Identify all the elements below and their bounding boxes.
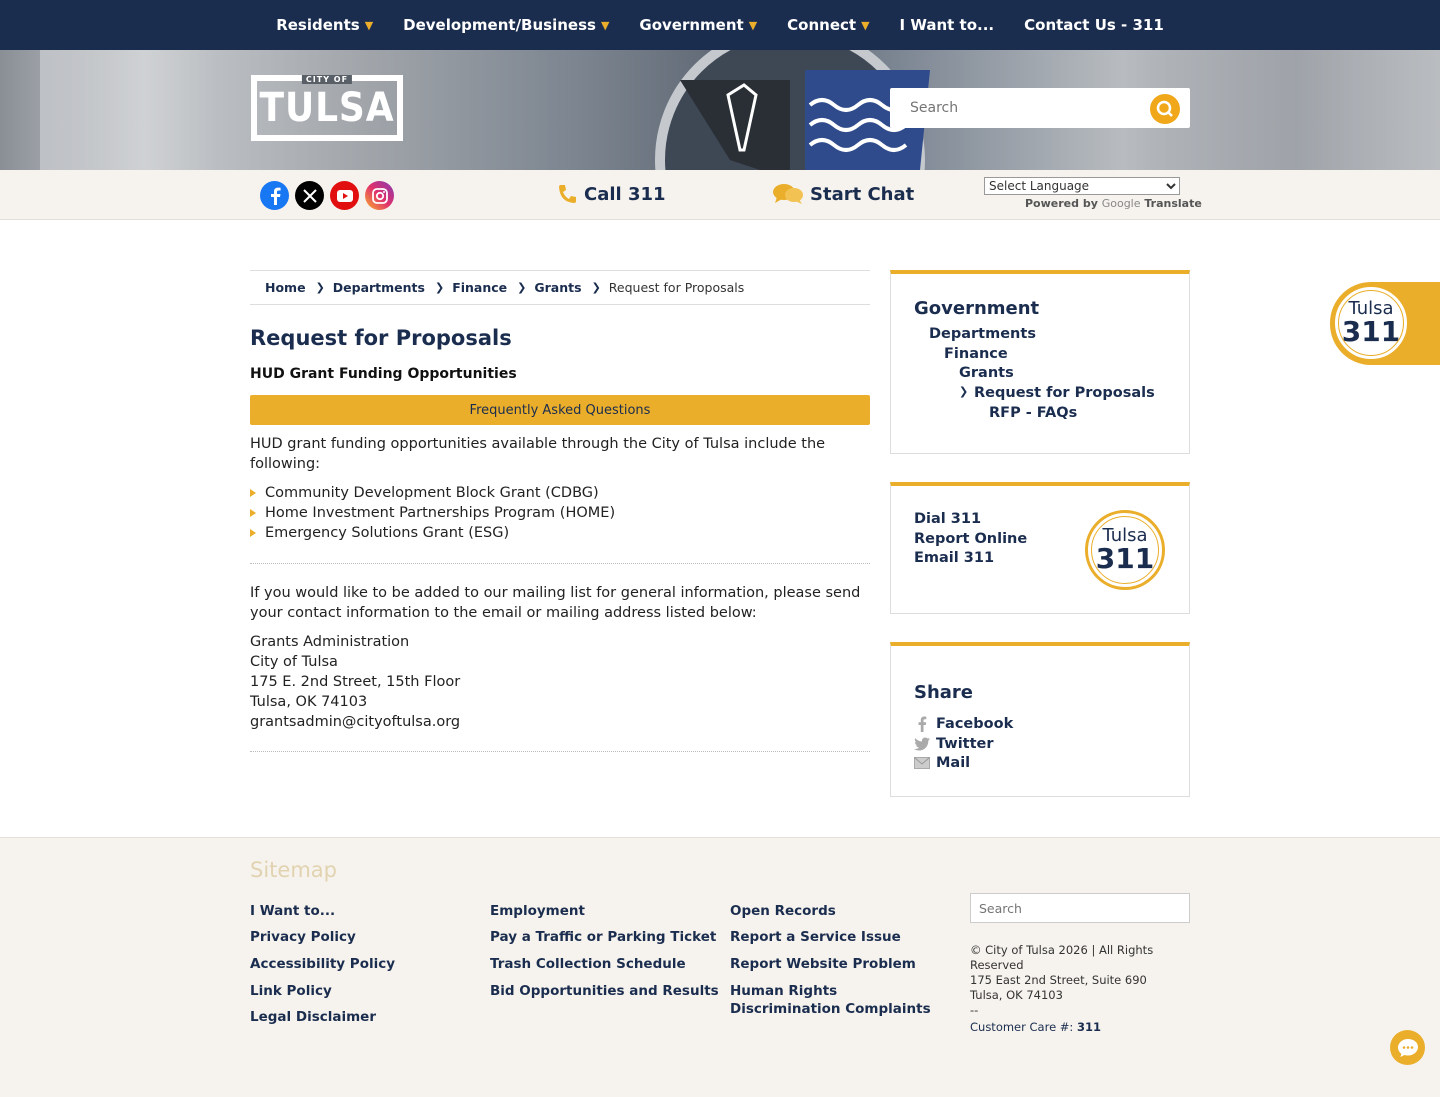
instagram-icon[interactable]: [365, 181, 394, 210]
google-logo: Google: [1101, 197, 1141, 210]
floating-311-tab[interactable]: [1330, 282, 1440, 365]
sitemap-title: Sitemap: [250, 858, 337, 882]
utility-bar: [0, 170, 1440, 220]
nav-label: Contact Us - 311: [1024, 16, 1164, 34]
chat-widget-button[interactable]: [1390, 1030, 1425, 1065]
share-twitter[interactable]: [914, 736, 994, 752]
customer-care-link[interactable]: [970, 1020, 1180, 1035]
share-mail[interactable]: [914, 755, 970, 771]
city-of-tulsa-logo[interactable]: [251, 75, 403, 141]
nav-tree-request-for-proposals[interactable]: Request for Proposals: [974, 385, 1155, 401]
nav-contact-us[interactable]: [1009, 16, 1179, 34]
footer-link[interactable]: Accessibility Policy: [250, 956, 396, 972]
address-line: City of Tulsa: [250, 654, 338, 670]
chevron-right-icon: ❯: [315, 281, 325, 294]
chevron-down-icon: ▼: [748, 18, 758, 32]
page-title: Request for Proposals: [250, 326, 512, 350]
language-selector: [984, 175, 1180, 195]
tulsa-311-badge[interactable]: [1085, 510, 1165, 590]
hero-banner: [0, 50, 1440, 170]
nav-i-want-to[interactable]: [885, 16, 1010, 34]
share-label: Twitter: [936, 736, 994, 752]
call-label: Call 311: [584, 183, 666, 205]
faq-button[interactable]: Frequently Asked Questions: [250, 395, 870, 425]
email-311-link[interactable]: Email 311: [914, 550, 995, 566]
footer-link[interactable]: Human Rights Discrimination Complaints: [730, 983, 931, 1017]
nav-connect[interactable]: [772, 16, 884, 34]
share-label: Facebook: [936, 716, 1014, 732]
nav-label: Development/Business: [403, 16, 596, 34]
list-item: Home Investment Partnerships Program (HOME): [250, 503, 615, 523]
badge-number: 311: [1341, 315, 1401, 348]
nav-development-business[interactable]: [388, 16, 624, 34]
translate-link[interactable]: Translate: [1144, 197, 1202, 210]
share-box: [890, 642, 1190, 797]
footer-link[interactable]: Pay a Traffic or Parking Ticket: [490, 929, 717, 945]
address-block: [250, 632, 870, 732]
hero-shade: [40, 50, 220, 170]
search-icon: [1155, 99, 1175, 119]
mail-icon: [914, 755, 930, 771]
footer-link[interactable]: Open Records: [730, 903, 836, 919]
nav-label: Government: [639, 16, 744, 34]
page-subtitle: HUD Grant Funding Opportunities: [250, 366, 517, 382]
mailing-paragraph: If you would like to be added to our mailing list for general information, please send your contact information to the email or mailing address listed below:: [250, 585, 861, 621]
footer-search: [970, 893, 1190, 923]
call-311-link[interactable]: [556, 183, 666, 205]
powered-by-google: [1025, 197, 1202, 210]
breadcrumb-finance[interactable]: Finance: [452, 280, 508, 295]
email-address: grantsadmin@cityoftulsa.org: [250, 714, 461, 730]
facebook-icon[interactable]: [260, 181, 289, 210]
chat-icon: [772, 183, 804, 205]
divider: [250, 563, 870, 564]
customer-care-number: 311: [1076, 1020, 1101, 1034]
footer: [0, 837, 1440, 1097]
footer-link[interactable]: Report a Service Issue: [730, 929, 901, 945]
address-line: 175 E. 2nd Street, 15th Floor: [250, 674, 461, 690]
share-facebook[interactable]: [914, 716, 1013, 732]
copyright-text: © City of Tulsa 2026 | All Rights Reserved: [970, 943, 1154, 972]
nav-tree-grants[interactable]: Grants: [959, 365, 1014, 381]
chat-bubble-icon: [1397, 1038, 1419, 1058]
footer-link[interactable]: Bid Opportunities and Results: [490, 983, 719, 999]
chevron-down-icon: ▼: [600, 18, 610, 32]
footer-link[interactable]: Report Website Problem: [730, 956, 916, 972]
start-chat-link[interactable]: [772, 183, 914, 205]
chevron-right-icon: ❯: [959, 385, 969, 398]
chevron-down-icon: ▼: [364, 18, 374, 32]
footer-address-line: 175 East 2nd Street, Suite 690: [970, 973, 1147, 987]
nav-label: I Want to...: [899, 16, 995, 34]
chevron-right-icon: ❯: [517, 281, 527, 294]
chevron-down-icon: ▼: [861, 18, 870, 32]
logo-small-text: CITY OF: [302, 75, 352, 84]
share-title: Share: [914, 682, 974, 703]
footer-contact-info: [970, 943, 1180, 1035]
report-online-link[interactable]: Report Online: [914, 531, 1028, 547]
chevron-right-icon: ❯: [591, 281, 601, 294]
hero-shade: [1150, 50, 1440, 170]
nav-tree-finance[interactable]: Finance: [944, 346, 1008, 362]
footer-link[interactable]: I Want to...: [250, 903, 336, 919]
header-search: [890, 88, 1190, 128]
nav-tree-departments[interactable]: Departments: [929, 326, 1036, 342]
tulsa-311-badge: [1332, 284, 1410, 362]
footer-link[interactable]: Legal Disclaimer: [250, 1009, 376, 1025]
section-navigation: [890, 270, 1190, 454]
phone-icon: [556, 183, 578, 205]
footer-link[interactable]: Employment: [490, 903, 585, 919]
badge-number: 311: [1095, 542, 1155, 575]
nav-tree-government[interactable]: Government: [914, 298, 1040, 319]
badge-word: Tulsa: [1102, 525, 1148, 546]
footer-separator: --: [970, 1003, 979, 1017]
breadcrumb-grants[interactable]: Grants: [534, 280, 582, 295]
twitter-icon: [914, 736, 930, 752]
nav-government[interactable]: [624, 16, 772, 34]
divider: [250, 751, 870, 752]
chevron-right-icon: ❯: [434, 281, 445, 294]
x-icon[interactable]: [295, 181, 324, 210]
list-item: Community Development Block Grant (CDBG): [250, 483, 615, 503]
social-links: [260, 181, 394, 210]
search-input[interactable]: [890, 89, 1140, 127]
footer-link[interactable]: Link Policy: [250, 983, 332, 999]
address-line: Tulsa, OK 74103: [250, 694, 368, 710]
customer-care-label: Customer Care #:: [970, 1020, 1074, 1034]
share-label: Mail: [936, 755, 971, 771]
breadcrumb: [250, 270, 870, 305]
nav-label: Residents: [276, 16, 360, 34]
facebook-icon: [914, 716, 930, 732]
nav-label: Connect: [787, 16, 857, 34]
contact-311-box: [890, 482, 1190, 614]
nav-residents[interactable]: [261, 16, 388, 34]
breadcrumb-current: Request for Proposals: [608, 280, 745, 295]
search-button[interactable]: [1150, 94, 1180, 124]
footer-search-input[interactable]: [971, 894, 1189, 922]
dial-311-link[interactable]: Dial 311: [914, 511, 982, 527]
intro-paragraph: HUD grant funding opportunities available through the City of Tulsa include the following:: [250, 436, 826, 472]
list-item: Emergency Solutions Grant (ESG): [250, 523, 615, 543]
badge-word: Tulsa: [1348, 298, 1394, 319]
footer-link[interactable]: Trash Collection Schedule: [490, 956, 686, 972]
powered-by-text: Powered by: [1025, 197, 1098, 210]
breadcrumb-departments[interactable]: Departments: [332, 280, 425, 295]
youtube-icon[interactable]: [330, 181, 359, 210]
logo-big-text: TULSA: [259, 85, 395, 131]
breadcrumb-home[interactable]: Home: [265, 280, 306, 295]
address-line: Grants Administration: [250, 634, 410, 650]
footer-link[interactable]: Privacy Policy: [250, 929, 356, 945]
chat-label: Start Chat: [810, 183, 915, 205]
footer-address-line: Tulsa, OK 74103: [970, 988, 1063, 1002]
grant-list: [250, 483, 615, 543]
language-select[interactable]: [984, 177, 1180, 195]
nav-tree-rfp-faqs[interactable]: RFP - FAQs: [989, 405, 1078, 421]
top-navigation: [0, 0, 1440, 50]
